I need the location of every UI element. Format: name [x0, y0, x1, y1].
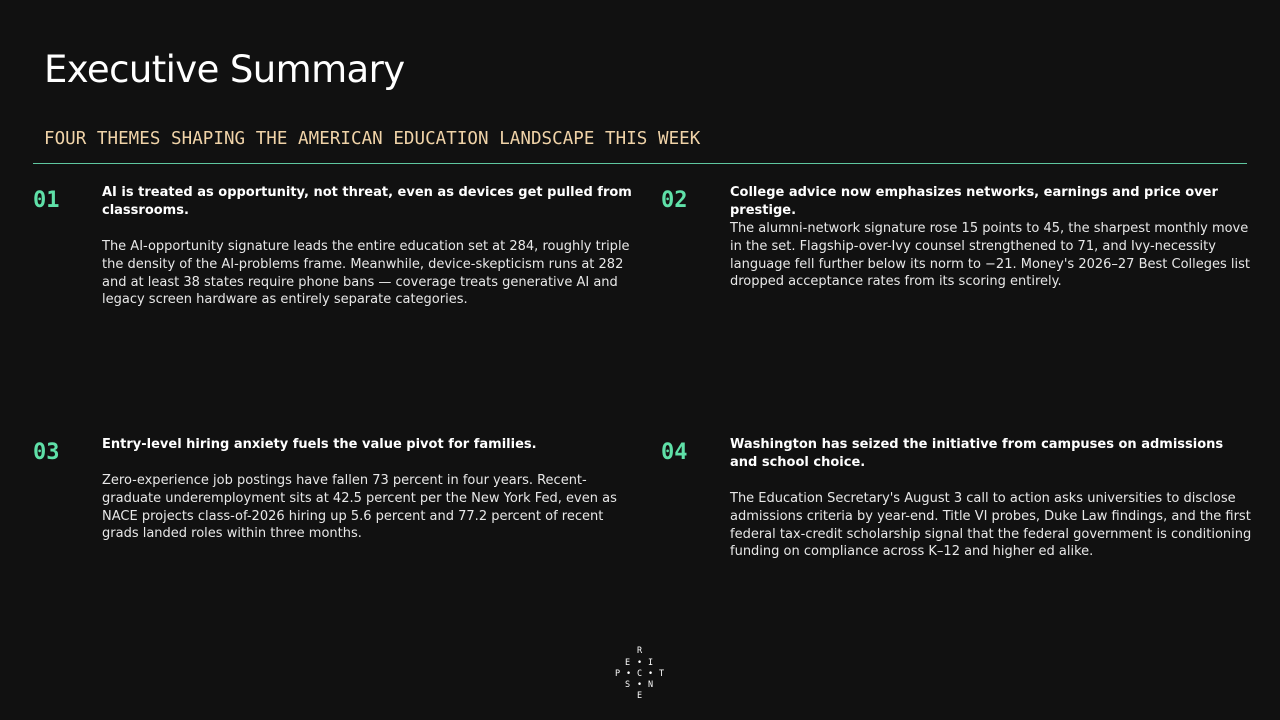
page-title: Executive Summary — [44, 48, 405, 91]
page-subtitle: FOUR THEMES SHAPING THE AMERICAN EDUCATION LANDSCAPE THIS WEEK — [44, 129, 701, 149]
logo-letter: • — [626, 669, 632, 679]
logo-letter: • — [637, 658, 643, 668]
logo-letter: P — [615, 669, 621, 679]
logo-letter: E — [625, 658, 631, 668]
theme-heading: Entry-level hiring anxiety fuels the value pivot for families. — [102, 437, 537, 452]
logo-letter: S — [625, 680, 631, 690]
logo-letter: • — [648, 669, 654, 679]
theme-number: 01 — [33, 188, 60, 213]
logo-letter: R — [637, 646, 643, 656]
logo-letter: C — [637, 669, 643, 679]
brand-logo — [612, 646, 668, 702]
divider-line — [33, 163, 1247, 164]
theme-heading: AI is treated as opportunity, not threat, even as devices get pulled from classrooms. — [102, 185, 632, 218]
theme-body: The alumni-network signature rose 15 points to 45, the sharpest monthly move in the set. Flagship-over-Ivy counsel strengthened to 71, and Ivy-necessity language fell further below its norm to −21. Money's 2026–27 Best Colleges list dropped acceptance rates from its scoring entirely. — [730, 221, 1250, 290]
logo-letter: N — [648, 680, 654, 690]
theme-body: The AI-opportunity signature leads the entire education set at 284, roughly triple the density of the AI-problems frame. Meanwhile, device-skepticism runs at 282 and at least 38 states require phone bans — coverage treats generative AI and legacy screen hardware as entirely separate categories. — [102, 239, 630, 308]
theme-number: 04 — [661, 440, 688, 465]
theme-heading: College advice now emphasizes networks, earnings and price over prestige. — [730, 185, 1218, 218]
logo-letter: T — [659, 669, 665, 679]
logo-letter: • — [637, 680, 643, 690]
theme-heading: Washington has seized the initiative from campuses on admissions and school choice. — [730, 437, 1224, 470]
logo-letter: I — [648, 658, 654, 668]
theme-number: 03 — [33, 440, 60, 465]
theme-number: 02 — [661, 188, 688, 213]
theme-body: The Education Secretary's August 3 call to action asks universities to disclose admissions criteria by year-end. Title VI probes, Duke Law findings, and the first federal tax-credit scholarship signal that the federal government is conditioning funding on compliance across K–12 and higher ed alike. — [730, 491, 1252, 560]
logo-letter: E — [637, 691, 643, 701]
theme-body: Zero-experience job postings have fallen 73 percent in four years. Recent-graduate underemployment sits at 42.5 percent per the New York Fed, even as NACE projects class-of-2026 hiring up 5.6 percent and 77.2 percent of recent grads landed roles within three months. — [102, 473, 617, 542]
